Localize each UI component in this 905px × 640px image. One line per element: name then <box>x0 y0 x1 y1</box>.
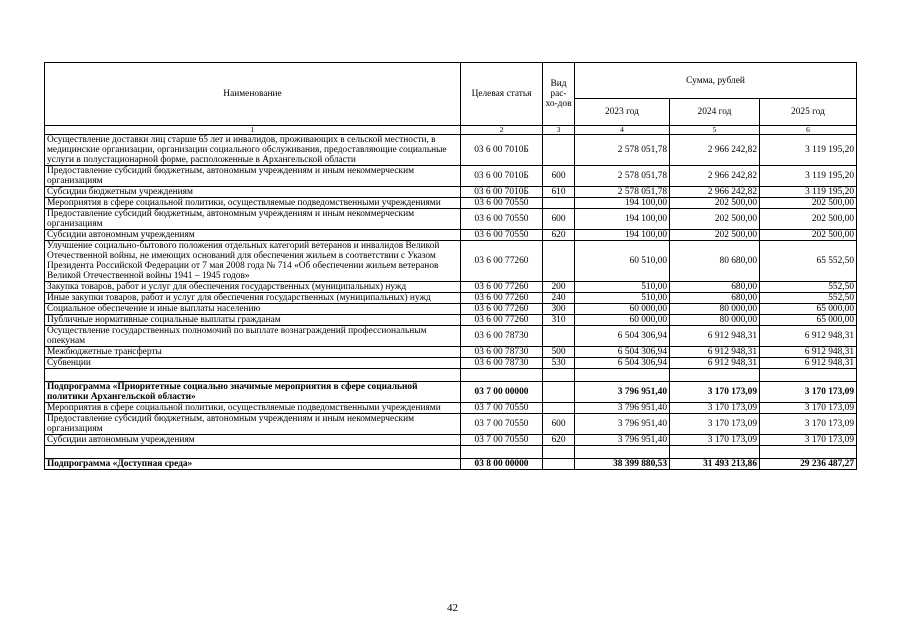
expense-kind-cell: 620 <box>543 230 575 241</box>
sum-2024-cell: 2 966 242,82 <box>670 187 760 198</box>
table-row <box>45 414 857 435</box>
target-article-cell: 03 6 00 78730 <box>461 326 543 347</box>
sum-2023-cell: 510,00 <box>575 293 670 304</box>
sum-2024-cell: 680,00 <box>670 293 760 304</box>
row-name-cell: Публичные нормативные социальные выплаты гражданам <box>45 315 461 326</box>
spacer-cell <box>461 446 543 459</box>
expense-kind-cell: 620 <box>543 435 575 446</box>
column-number: 3 <box>543 126 575 135</box>
row-name-cell: Мероприятия в сфере социальной политики, осуществляемые подведомственными учреждениями <box>45 198 461 209</box>
table-row <box>45 326 857 347</box>
sum-2023-cell: 2 578 051,78 <box>575 187 670 198</box>
header-sum: Сумма, рублей <box>575 63 857 99</box>
sum-2023-cell: 2 578 051,78 <box>575 135 670 166</box>
sum-2023-cell: 194 100,00 <box>575 209 670 230</box>
sum-2025-cell: 202 500,00 <box>760 230 857 241</box>
sum-2025-cell: 552,50 <box>760 293 857 304</box>
page-number: 42 <box>447 602 458 614</box>
sum-2024-cell: 202 500,00 <box>670 198 760 209</box>
row-name-cell: Осуществление государственных полномочий по выплате вознаграждений профессиональным опекунам <box>45 326 461 347</box>
table-row <box>45 347 857 358</box>
spacer-cell <box>45 446 461 459</box>
budget-table <box>44 62 857 470</box>
spacer-row <box>45 446 857 459</box>
column-number: 2 <box>461 126 543 135</box>
row-name-cell: Улучшение социально-бытового положения отдельных категорий ветеранов и инвалидов Великой Отечественной войны, не имеющих оснований для обеспечения жильем в соответствии с Указом Президента Российской Федерации от 7 мая 2008 года № 714 «Об обеспечении жильем ветеранов Великой Отечественной войны 1941 – 1945 годов» <box>45 241 461 282</box>
table-row <box>45 209 857 230</box>
sum-2023-cell: 6 504 306,94 <box>575 358 670 369</box>
target-article-cell: 03 6 00 78730 <box>461 347 543 358</box>
sum-2025-cell: 3 170 173,09 <box>760 435 857 446</box>
sum-2024-cell: 202 500,00 <box>670 209 760 230</box>
sum-2024-cell: 80 000,00 <box>670 304 760 315</box>
sum-2024-cell: 202 500,00 <box>670 230 760 241</box>
sum-2024-cell: 2 966 242,82 <box>670 135 760 166</box>
sum-2024-cell: 3 170 173,09 <box>670 414 760 435</box>
target-article-cell: 03 6 00 77260 <box>461 293 543 304</box>
target-article-cell: 03 6 00 70550 <box>461 230 543 241</box>
sum-2025-cell: 65 000,00 <box>760 315 857 326</box>
sum-2025-cell: 6 912 948,31 <box>760 326 857 347</box>
expense-kind-cell <box>543 382 575 403</box>
target-article-cell: 03 7 00 00000 <box>461 382 543 403</box>
spacer-row <box>45 369 857 382</box>
expense-kind-cell: 240 <box>543 293 575 304</box>
column-numbers-row <box>45 126 857 135</box>
spacer-cell <box>575 369 670 382</box>
sum-2024-cell: 80 680,00 <box>670 241 760 282</box>
sum-2023-cell: 6 504 306,94 <box>575 347 670 358</box>
row-name-cell: Социальное обеспечение и иные выплаты населению <box>45 304 461 315</box>
sum-2023-cell: 38 399 880,53 <box>575 459 670 470</box>
subprogram-row <box>45 459 857 470</box>
spacer-cell <box>45 369 461 382</box>
sum-2025-cell: 552,50 <box>760 282 857 293</box>
sum-2025-cell: 6 912 948,31 <box>760 358 857 369</box>
target-article-cell: 03 7 00 70550 <box>461 403 543 414</box>
expense-kind-cell: 610 <box>543 187 575 198</box>
sum-2024-cell: 3 170 173,09 <box>670 382 760 403</box>
sum-2023-cell: 2 578 051,78 <box>575 166 670 187</box>
header-year-2023: 2023 год <box>575 99 670 126</box>
sum-2025-cell: 3 119 195,20 <box>760 166 857 187</box>
target-article-cell: 03 8 00 00000 <box>461 459 543 470</box>
expense-kind-cell: 600 <box>543 209 575 230</box>
sum-2025-cell: 202 500,00 <box>760 209 857 230</box>
target-article-cell: 03 6 00 7010Б <box>461 166 543 187</box>
table-row <box>45 198 857 209</box>
table-row <box>45 230 857 241</box>
expense-kind-cell <box>543 198 575 209</box>
row-name-cell: Иные закупки товаров, работ и услуг для обеспечения государственных (муниципальных) нужд <box>45 293 461 304</box>
header-expense-kind: Вид рас-хо-дов <box>543 63 575 126</box>
expense-kind-cell <box>543 403 575 414</box>
sum-2023-cell: 60 000,00 <box>575 304 670 315</box>
spacer-cell <box>670 446 760 459</box>
expense-kind-cell <box>543 241 575 282</box>
table-row <box>45 435 857 446</box>
expense-kind-cell: 500 <box>543 347 575 358</box>
target-article-cell: 03 6 00 77260 <box>461 282 543 293</box>
sum-2023-cell: 510,00 <box>575 282 670 293</box>
spacer-cell <box>575 446 670 459</box>
sum-2024-cell: 680,00 <box>670 282 760 293</box>
sum-2023-cell: 3 796 951,40 <box>575 414 670 435</box>
header-year-2025: 2025 год <box>760 99 857 126</box>
target-article-cell: 03 6 00 77260 <box>461 304 543 315</box>
row-name-cell: Предоставление субсидий бюджетным, автономным учреждениям и иным некоммерческим организациям <box>45 414 461 435</box>
spacer-cell <box>760 369 857 382</box>
row-name-cell: Мероприятия в сфере социальной политики, осуществляемые подведомственными учреждениями <box>45 403 461 414</box>
table-row <box>45 187 857 198</box>
spacer-cell <box>461 369 543 382</box>
table-row <box>45 293 857 304</box>
row-name-cell: Предоставление субсидий бюджетным, автономным учреждениям и иным некоммерческим организациям <box>45 166 461 187</box>
row-name-cell: Предоставление субсидий бюджетным, автономным учреждениям и иным некоммерческим организациям <box>45 209 461 230</box>
target-article-cell: 03 6 00 77260 <box>461 241 543 282</box>
sum-2024-cell: 3 170 173,09 <box>670 435 760 446</box>
table-row <box>45 403 857 414</box>
target-article-cell: 03 6 00 7010Б <box>461 187 543 198</box>
sum-2025-cell: 6 912 948,31 <box>760 347 857 358</box>
subprogram-row <box>45 382 857 403</box>
row-name-cell: Подпрограмма «Приоритетные социально значимые мероприятия в сфере социальной политики Архангельской области» <box>45 382 461 403</box>
column-number: 4 <box>575 126 670 135</box>
sum-2024-cell: 80 000,00 <box>670 315 760 326</box>
table-row <box>45 358 857 369</box>
row-name-cell: Межбюджетные трансферты <box>45 347 461 358</box>
table-row <box>45 315 857 326</box>
sum-2023-cell: 60 510,00 <box>575 241 670 282</box>
sum-2023-cell: 194 100,00 <box>575 230 670 241</box>
target-article-cell: 03 7 00 70550 <box>461 435 543 446</box>
expense-kind-cell: 200 <box>543 282 575 293</box>
sum-2025-cell: 29 236 487,27 <box>760 459 857 470</box>
sum-2024-cell: 2 966 242,82 <box>670 166 760 187</box>
sum-2024-cell: 6 912 948,31 <box>670 326 760 347</box>
header-year-2024: 2024 год <box>670 99 760 126</box>
sum-2025-cell: 3 119 195,20 <box>760 135 857 166</box>
row-name-cell: Субсидии автономным учреждениям <box>45 230 461 241</box>
spacer-cell <box>670 369 760 382</box>
sum-2025-cell: 3 119 195,20 <box>760 187 857 198</box>
sum-2023-cell: 6 504 306,94 <box>575 326 670 347</box>
expense-kind-cell <box>543 135 575 166</box>
row-name-cell: Субвенции <box>45 358 461 369</box>
expense-kind-cell: 600 <box>543 166 575 187</box>
sum-2023-cell: 3 796 951,40 <box>575 403 670 414</box>
target-article-cell: 03 6 00 70550 <box>461 209 543 230</box>
sum-2025-cell: 3 170 173,09 <box>760 382 857 403</box>
sum-2025-cell: 202 500,00 <box>760 198 857 209</box>
row-name-cell: Субсидии автономным учреждениям <box>45 435 461 446</box>
sum-2024-cell: 31 493 213,86 <box>670 459 760 470</box>
sum-2024-cell: 3 170 173,09 <box>670 403 760 414</box>
sum-2023-cell: 3 796 951,40 <box>575 382 670 403</box>
sum-2025-cell: 3 170 173,09 <box>760 414 857 435</box>
table-row <box>45 304 857 315</box>
sum-2023-cell: 194 100,00 <box>575 198 670 209</box>
target-article-cell: 03 7 00 70550 <box>461 414 543 435</box>
sum-2024-cell: 6 912 948,31 <box>670 347 760 358</box>
spacer-cell <box>543 369 575 382</box>
target-article-cell: 03 6 00 78730 <box>461 358 543 369</box>
table-row <box>45 282 857 293</box>
expense-kind-cell: 530 <box>543 358 575 369</box>
target-article-cell: 03 6 00 70550 <box>461 198 543 209</box>
column-number: 6 <box>760 126 857 135</box>
row-name-cell: Осуществление доставки лиц старше 65 лет и инвалидов, проживающих в сельской местности, в медицинские организации, организации социального обслуживания, предоставляющие социальные услуги в полустационарной форме, расположенные в Архангельской области <box>45 135 461 166</box>
expense-kind-cell: 300 <box>543 304 575 315</box>
column-number: 1 <box>45 126 461 135</box>
sum-2025-cell: 65 552,50 <box>760 241 857 282</box>
column-number: 5 <box>670 126 760 135</box>
target-article-cell: 03 6 00 77260 <box>461 315 543 326</box>
spacer-cell <box>760 446 857 459</box>
expense-kind-cell <box>543 459 575 470</box>
row-name-cell: Закупка товаров, работ и услуг для обеспечения государственных (муниципальных) нужд <box>45 282 461 293</box>
row-name-cell: Субсидии бюджетным учреждениям <box>45 187 461 198</box>
sum-2023-cell: 3 796 951,40 <box>575 435 670 446</box>
expense-kind-cell: 600 <box>543 414 575 435</box>
table-row <box>45 241 857 282</box>
table-row <box>45 135 857 166</box>
table-row <box>45 166 857 187</box>
target-article-cell: 03 6 00 7010Б <box>461 135 543 166</box>
sum-2025-cell: 65 000,00 <box>760 304 857 315</box>
sum-2024-cell: 6 912 948,31 <box>670 358 760 369</box>
sum-2023-cell: 60 000,00 <box>575 315 670 326</box>
expense-kind-cell <box>543 326 575 347</box>
header-row <box>45 63 857 99</box>
header-target-article: Целевая статья <box>461 63 543 126</box>
sum-2025-cell: 3 170 173,09 <box>760 403 857 414</box>
expense-kind-cell: 310 <box>543 315 575 326</box>
row-name-cell: Подпрограмма «Доступная среда» <box>45 459 461 470</box>
header-name: Наименование <box>45 63 461 126</box>
spacer-cell <box>543 446 575 459</box>
